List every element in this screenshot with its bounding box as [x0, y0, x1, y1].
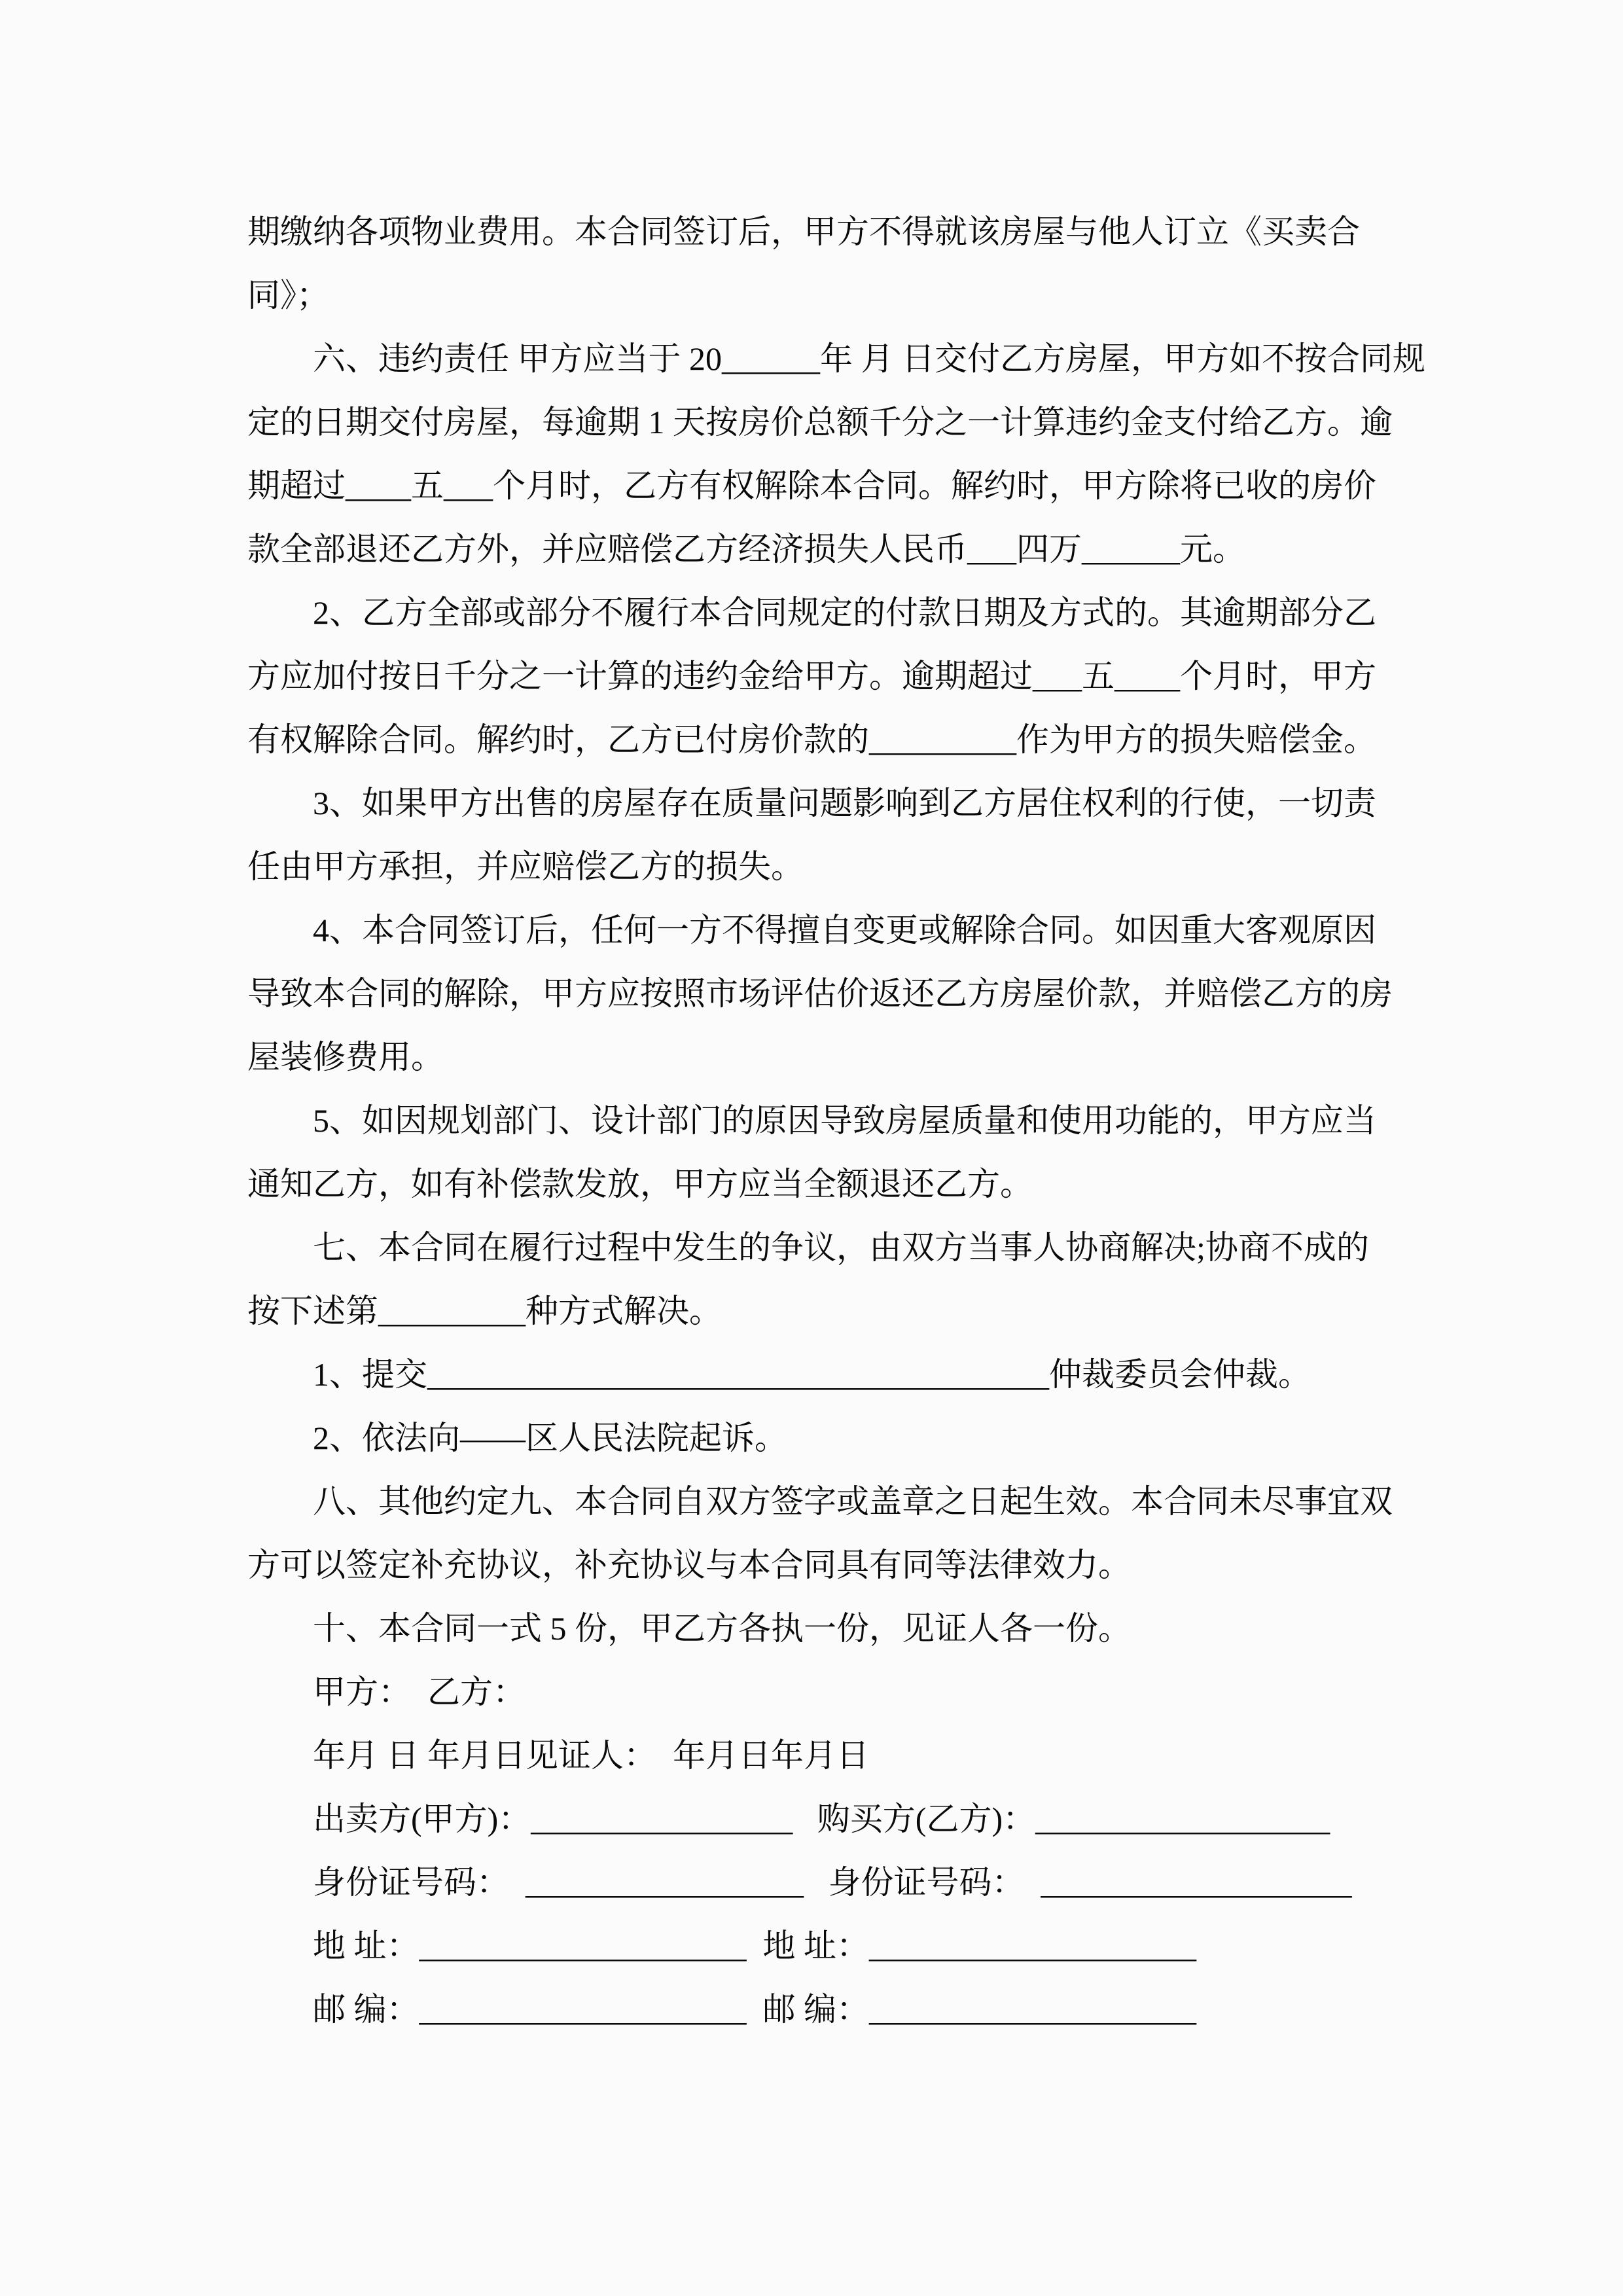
doc-line: 屋装修费用。 — [247, 1039, 444, 1075]
doc-line: 有权解除合同。解约时，乙方已付房价款的_________作为甲方的损失赔偿金。 — [247, 721, 1376, 758]
doc-line: 身份证号码： _________________ 身份证号码： ___________________ — [313, 1864, 1352, 1901]
doc-line: 方应加付按日千分之一计算的违约金给甲方。逾期超过___五____个月时，甲方 — [247, 658, 1376, 694]
doc-line: 期缴纳各项物业费用。本合同签订后，甲方不得就该房屋与他人订立《买卖合 — [247, 213, 1360, 250]
doc-line: 方可以签定补充协议，补充协议与本合同具有同等法律效力。 — [247, 1547, 1131, 1583]
doc-line: 十、本合同一式 5 份，甲乙方各执一份，见证人各一份。 — [313, 1610, 1131, 1647]
doc-line: 2、依法向——区人民法院起诉。 — [313, 1420, 787, 1456]
doc-line: 通知乙方，如有补偿款发放，甲方应当全额退还乙方。 — [247, 1166, 1033, 1202]
contract-text-block — [247, 200, 1425, 2041]
doc-line: 六、违约责任 甲方应当于 20______年 月 日交付乙方房屋，甲方如不按合同规 — [313, 340, 1425, 377]
doc-line: 导致本合同的解除，甲方应按照市场评估价返还乙方房屋价款，并赔偿乙方的房 — [247, 975, 1393, 1012]
doc-line: 2、乙方全部或部分不履行本合同规定的付款日期及方式的。其逾期部分乙 — [313, 594, 1376, 631]
doc-line: 八、其他约定九、本合同自双方签字或盖章之日起生效。本合同未尽事宜双 — [313, 1483, 1393, 1520]
doc-line: 年月 日 年月日见证人： 年月日年月日 — [313, 1737, 869, 1774]
doc-line: 款全部退还乙方外，并应赔偿乙方经济损失人民币___四万______元。 — [247, 531, 1245, 567]
doc-line: 邮 编：____________________ 邮 编：____________________ — [313, 1991, 1196, 2028]
doc-line: 地 址：____________________ 地 址：____________________ — [313, 1928, 1196, 1964]
doc-line: 期超过____五___个月时，乙方有权解除本合同。解约时，甲方除将已收的房价 — [247, 467, 1376, 504]
doc-line: 5、如因规划部门、设计部门的原因导致房屋质量和使用功能的，甲方应当 — [313, 1102, 1376, 1139]
doc-line: 同》； — [247, 277, 329, 314]
doc-line: 七、本合同在履行过程中发生的争议，由双方当事人协商解决;协商不成的 — [313, 1229, 1369, 1266]
doc-line: 1、提交______________________________________仲裁委员会仲裁。 — [313, 1356, 1311, 1393]
doc-line: 3、如果甲方出售的房屋存在质量问题影响到乙方居住权利的行使，一切责 — [313, 785, 1376, 821]
doc-line: 甲方： 乙方： — [313, 1674, 526, 1710]
doc-line: 4、本合同签订后，任何一方不得擅自变更或解除合同。如因重大客观原因 — [313, 912, 1376, 948]
doc-line: 任由甲方承担，并应赔偿乙方的损失。 — [247, 848, 804, 885]
doc-line: 按下述第_________种方式解决。 — [247, 1293, 722, 1329]
doc-line: 出卖方(甲方)：________________ 购买方(乙方)：__________________ — [313, 1801, 1330, 1837]
doc-line: 定的日期交付房屋，每逾期 1 天按房价总额千分之一计算违约金支付给乙方。逾 — [247, 404, 1393, 440]
